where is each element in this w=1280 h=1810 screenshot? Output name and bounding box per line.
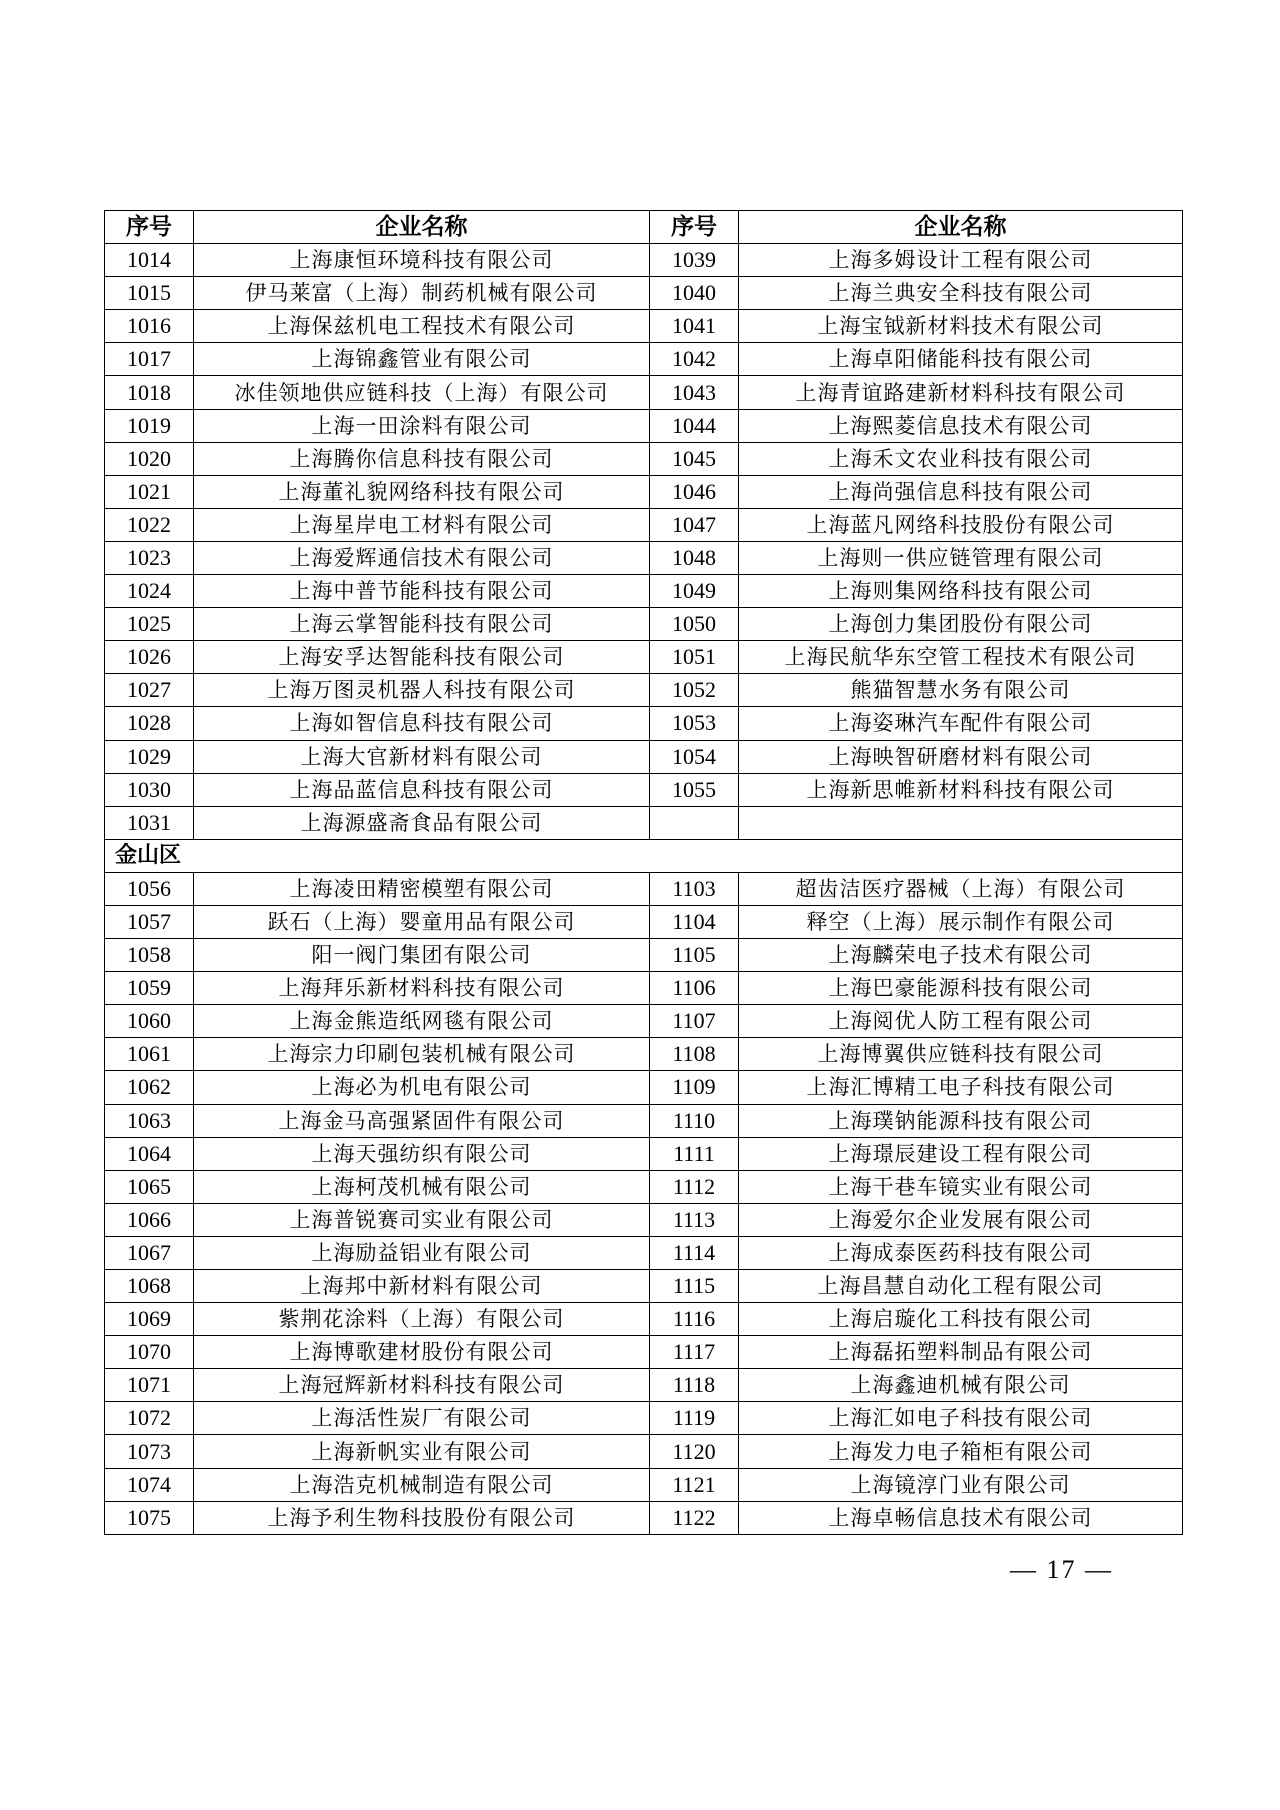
company-name-cell: 上海万图灵机器人科技有限公司: [194, 674, 650, 707]
company-name-cell: 上海董礼貌网络科技有限公司: [194, 475, 650, 508]
company-name-cell: 上海映智研磨材料有限公司: [739, 740, 1183, 773]
company-name-cell: 上海磊拓塑料制品有限公司: [739, 1336, 1183, 1369]
company-name-cell: 上海昌慧自动化工程有限公司: [739, 1270, 1183, 1303]
seq-cell: 1074: [105, 1468, 194, 1501]
table-row: [105, 541, 1183, 574]
company-name-cell: 冰佳领地供应链科技（上海）有限公司: [194, 376, 650, 409]
table-row: [105, 1468, 1183, 1501]
company-name-cell: 上海励益铝业有限公司: [194, 1236, 650, 1269]
company-name-cell: 上海璞钠能源科技有限公司: [739, 1104, 1183, 1137]
table-row: [105, 939, 1183, 972]
seq-cell: 1104: [650, 905, 739, 938]
table-row: [105, 409, 1183, 442]
seq-cell: 1053: [650, 707, 739, 740]
company-name-cell: 上海发力电子箱柜有限公司: [739, 1435, 1183, 1468]
seq-cell: 1113: [650, 1203, 739, 1236]
table-row: [105, 1038, 1183, 1071]
table-row: [105, 277, 1183, 310]
seq-cell: 1071: [105, 1369, 194, 1402]
company-name-cell: 阳一阀门集团有限公司: [194, 939, 650, 972]
seq-cell: 1060: [105, 1005, 194, 1038]
table-row: [105, 376, 1183, 409]
header-name-left: 企业名称: [194, 211, 650, 244]
company-name-cell: [739, 806, 1183, 839]
district-row: [105, 839, 1183, 872]
table-row: [105, 1071, 1183, 1104]
company-name-cell: 上海博歌建材股份有限公司: [194, 1336, 650, 1369]
company-name-cell: 上海尚强信息科技有限公司: [739, 475, 1183, 508]
company-name-cell: 上海汇如电子科技有限公司: [739, 1402, 1183, 1435]
table-row: [105, 1501, 1183, 1534]
seq-cell: 1056: [105, 872, 194, 905]
company-name-cell: 上海安孚达智能科技有限公司: [194, 641, 650, 674]
seq-cell: 1122: [650, 1501, 739, 1534]
company-name-cell: 上海大官新材料有限公司: [194, 740, 650, 773]
company-name-cell: 上海巴豪能源科技有限公司: [739, 972, 1183, 1005]
company-name-cell: 上海必为机电有限公司: [194, 1071, 650, 1104]
seq-cell: 1052: [650, 674, 739, 707]
section-1-rows: [105, 244, 1183, 840]
seq-cell: 1023: [105, 541, 194, 574]
seq-cell: 1050: [650, 608, 739, 641]
company-name-cell: 上海干巷车镜实业有限公司: [739, 1170, 1183, 1203]
company-name-cell: 紫荆花涂料（上海）有限公司: [194, 1303, 650, 1336]
company-name-cell: 上海浩克机械制造有限公司: [194, 1468, 650, 1501]
seq-cell: 1116: [650, 1303, 739, 1336]
table-row: [105, 343, 1183, 376]
seq-cell: 1069: [105, 1303, 194, 1336]
table-row: [105, 1236, 1183, 1269]
company-name-cell: 上海冠辉新材料科技有限公司: [194, 1369, 650, 1402]
company-name-cell: 上海腾你信息科技有限公司: [194, 442, 650, 475]
seq-cell: 1015: [105, 277, 194, 310]
seq-cell: 1068: [105, 1270, 194, 1303]
seq-cell: 1119: [650, 1402, 739, 1435]
seq-cell: 1055: [650, 773, 739, 806]
company-name-cell: 上海青谊路建新材料科技有限公司: [739, 376, 1183, 409]
table-row: [105, 1005, 1183, 1038]
seq-cell: 1047: [650, 508, 739, 541]
table-row: [105, 1336, 1183, 1369]
company-name-cell: 上海成泰医药科技有限公司: [739, 1236, 1183, 1269]
header-seq-left: 序号: [105, 211, 194, 244]
company-name-cell: 伊马莱富（上海）制药机械有限公司: [194, 277, 650, 310]
company-name-cell: 上海康恒环境科技有限公司: [194, 244, 650, 277]
company-name-cell: 上海卓畅信息技术有限公司: [739, 1501, 1183, 1534]
company-name-cell: 上海一田涂料有限公司: [194, 409, 650, 442]
company-name-cell: 上海天强纺织有限公司: [194, 1137, 650, 1170]
enterprise-table: [104, 210, 1183, 1535]
table-row: [105, 442, 1183, 475]
company-name-cell: 上海中普节能科技有限公司: [194, 575, 650, 608]
seq-cell: 1022: [105, 508, 194, 541]
seq-cell: 1024: [105, 575, 194, 608]
header-seq-right: 序号: [650, 211, 739, 244]
company-name-cell: 上海源盛斋食品有限公司: [194, 806, 650, 839]
company-name-cell: 上海宗力印刷包装机械有限公司: [194, 1038, 650, 1071]
seq-cell: 1058: [105, 939, 194, 972]
seq-cell: 1072: [105, 1402, 194, 1435]
company-name-cell: 上海姿琳汽车配件有限公司: [739, 707, 1183, 740]
seq-cell: 1040: [650, 277, 739, 310]
seq-cell: 1027: [105, 674, 194, 707]
company-name-cell: 上海创力集团股份有限公司: [739, 608, 1183, 641]
table-row: [105, 740, 1183, 773]
seq-cell: 1019: [105, 409, 194, 442]
company-name-cell: 上海则一供应链管理有限公司: [739, 541, 1183, 574]
table-row: [105, 310, 1183, 343]
company-name-cell: 上海宝钺新材料技术有限公司: [739, 310, 1183, 343]
company-name-cell: 上海新思帷新材料科技有限公司: [739, 773, 1183, 806]
company-name-cell: 上海兰典安全科技有限公司: [739, 277, 1183, 310]
table-row: [105, 1369, 1183, 1402]
company-name-cell: 上海品蓝信息科技有限公司: [194, 773, 650, 806]
table-row: [105, 1303, 1183, 1336]
seq-cell: 1029: [105, 740, 194, 773]
company-name-cell: 上海麟荣电子技术有限公司: [739, 939, 1183, 972]
table-row: [105, 707, 1183, 740]
table-row: [105, 1435, 1183, 1468]
seq-cell: 1065: [105, 1170, 194, 1203]
table-row: [105, 508, 1183, 541]
table-row: [105, 674, 1183, 707]
seq-cell: 1059: [105, 972, 194, 1005]
seq-cell: 1046: [650, 475, 739, 508]
company-name-cell: 上海禾文农业科技有限公司: [739, 442, 1183, 475]
seq-cell: 1112: [650, 1170, 739, 1203]
table-row: [105, 1203, 1183, 1236]
table-header-row: [105, 211, 1183, 244]
seq-cell: 1041: [650, 310, 739, 343]
company-name-cell: 上海鑫迪机械有限公司: [739, 1369, 1183, 1402]
company-name-cell: 上海汇博精工电子科技有限公司: [739, 1071, 1183, 1104]
table-row: [105, 575, 1183, 608]
company-name-cell: 上海新帆实业有限公司: [194, 1435, 650, 1468]
seq-cell: 1044: [650, 409, 739, 442]
seq-cell: [650, 806, 739, 839]
company-name-cell: 上海蓝凡网络科技股份有限公司: [739, 508, 1183, 541]
company-name-cell: 上海启璇化工科技有限公司: [739, 1303, 1183, 1336]
seq-cell: 1073: [105, 1435, 194, 1468]
company-name-cell: 上海柯茂机械有限公司: [194, 1170, 650, 1203]
seq-cell: 1063: [105, 1104, 194, 1137]
seq-cell: 1121: [650, 1468, 739, 1501]
company-name-cell: 上海如智信息科技有限公司: [194, 707, 650, 740]
company-name-cell: 上海活性炭厂有限公司: [194, 1402, 650, 1435]
seq-cell: 1118: [650, 1369, 739, 1402]
seq-cell: 1057: [105, 905, 194, 938]
table-row: [105, 773, 1183, 806]
company-name-cell: 熊猫智慧水务有限公司: [739, 674, 1183, 707]
seq-cell: 1061: [105, 1038, 194, 1071]
seq-cell: 1051: [650, 641, 739, 674]
seq-cell: 1105: [650, 939, 739, 972]
seq-cell: 1067: [105, 1236, 194, 1269]
section-2-heading: [105, 839, 1183, 872]
table-row: [105, 872, 1183, 905]
seq-cell: 1030: [105, 773, 194, 806]
table-row: [105, 608, 1183, 641]
seq-cell: 1120: [650, 1435, 739, 1468]
seq-cell: 1070: [105, 1336, 194, 1369]
table-row: [105, 475, 1183, 508]
table-row: [105, 1170, 1183, 1203]
company-name-cell: 上海爱辉通信技术有限公司: [194, 541, 650, 574]
company-name-cell: 超齿洁医疗器械（上海）有限公司: [739, 872, 1183, 905]
seq-cell: 1042: [650, 343, 739, 376]
seq-cell: 1117: [650, 1336, 739, 1369]
company-name-cell: 上海保兹机电工程技术有限公司: [194, 310, 650, 343]
seq-cell: 1111: [650, 1137, 739, 1170]
company-name-cell: 释空（上海）展示制作有限公司: [739, 905, 1183, 938]
table-row: [105, 1137, 1183, 1170]
company-name-cell: 上海熙菱信息技术有限公司: [739, 409, 1183, 442]
seq-cell: 1103: [650, 872, 739, 905]
company-name-cell: 上海予利生物科技股份有限公司: [194, 1501, 650, 1534]
company-name-cell: 上海卓阳储能科技有限公司: [739, 343, 1183, 376]
seq-cell: 1054: [650, 740, 739, 773]
company-name-cell: 跃石（上海）婴童用品有限公司: [194, 905, 650, 938]
company-name-cell: 上海民航华东空管工程技术有限公司: [739, 641, 1183, 674]
company-name-cell: 上海爱尔企业发展有限公司: [739, 1203, 1183, 1236]
company-name-cell: 上海阅优人防工程有限公司: [739, 1005, 1183, 1038]
table-row: [105, 1270, 1183, 1303]
company-name-cell: 上海则集网络科技有限公司: [739, 575, 1183, 608]
company-name-cell: 上海金熊造纸网毯有限公司: [194, 1005, 650, 1038]
company-name-cell: 上海多姆设计工程有限公司: [739, 244, 1183, 277]
seq-cell: 1062: [105, 1071, 194, 1104]
company-name-cell: 上海璟辰建设工程有限公司: [739, 1137, 1183, 1170]
table-row: [105, 1402, 1183, 1435]
table-row: [105, 905, 1183, 938]
seq-cell: 1048: [650, 541, 739, 574]
company-name-cell: 上海星岸电工材料有限公司: [194, 508, 650, 541]
seq-cell: 1028: [105, 707, 194, 740]
company-name-cell: 上海金马高强紧固件有限公司: [194, 1104, 650, 1137]
company-name-cell: 上海云掌智能科技有限公司: [194, 608, 650, 641]
seq-cell: 1109: [650, 1071, 739, 1104]
company-name-cell: 上海普锐赛司实业有限公司: [194, 1203, 650, 1236]
company-name-cell: 上海拜乐新材料科技有限公司: [194, 972, 650, 1005]
seq-cell: 1026: [105, 641, 194, 674]
seq-cell: 1039: [650, 244, 739, 277]
seq-cell: 1075: [105, 1501, 194, 1534]
seq-cell: 1106: [650, 972, 739, 1005]
company-name-cell: 上海邦中新材料有限公司: [194, 1270, 650, 1303]
page-number: — 17 —: [1010, 1555, 1113, 1584]
seq-cell: 1115: [650, 1270, 739, 1303]
seq-cell: 1107: [650, 1005, 739, 1038]
company-name-cell: 上海镜淳门业有限公司: [739, 1468, 1183, 1501]
table-row: [105, 641, 1183, 674]
seq-cell: 1049: [650, 575, 739, 608]
district-label: 金山区: [105, 839, 1183, 872]
seq-cell: 1014: [105, 244, 194, 277]
table-row: [105, 1104, 1183, 1137]
seq-cell: 1064: [105, 1137, 194, 1170]
header-name-right: 企业名称: [739, 211, 1183, 244]
seq-cell: 1016: [105, 310, 194, 343]
company-name-cell: 上海锦鑫管业有限公司: [194, 343, 650, 376]
seq-cell: 1025: [105, 608, 194, 641]
seq-cell: 1045: [650, 442, 739, 475]
seq-cell: 1066: [105, 1203, 194, 1236]
seq-cell: 1108: [650, 1038, 739, 1071]
company-name-cell: 上海博翼供应链科技有限公司: [739, 1038, 1183, 1071]
company-name-cell: 上海凌田精密模塑有限公司: [194, 872, 650, 905]
table-row: [105, 972, 1183, 1005]
section-2-rows: [105, 872, 1183, 1534]
seq-cell: 1021: [105, 475, 194, 508]
table-row: [105, 806, 1183, 839]
seq-cell: 1031: [105, 806, 194, 839]
seq-cell: 1110: [650, 1104, 739, 1137]
seq-cell: 1114: [650, 1236, 739, 1269]
seq-cell: 1043: [650, 376, 739, 409]
seq-cell: 1020: [105, 442, 194, 475]
table-row: [105, 244, 1183, 277]
seq-cell: 1017: [105, 343, 194, 376]
seq-cell: 1018: [105, 376, 194, 409]
